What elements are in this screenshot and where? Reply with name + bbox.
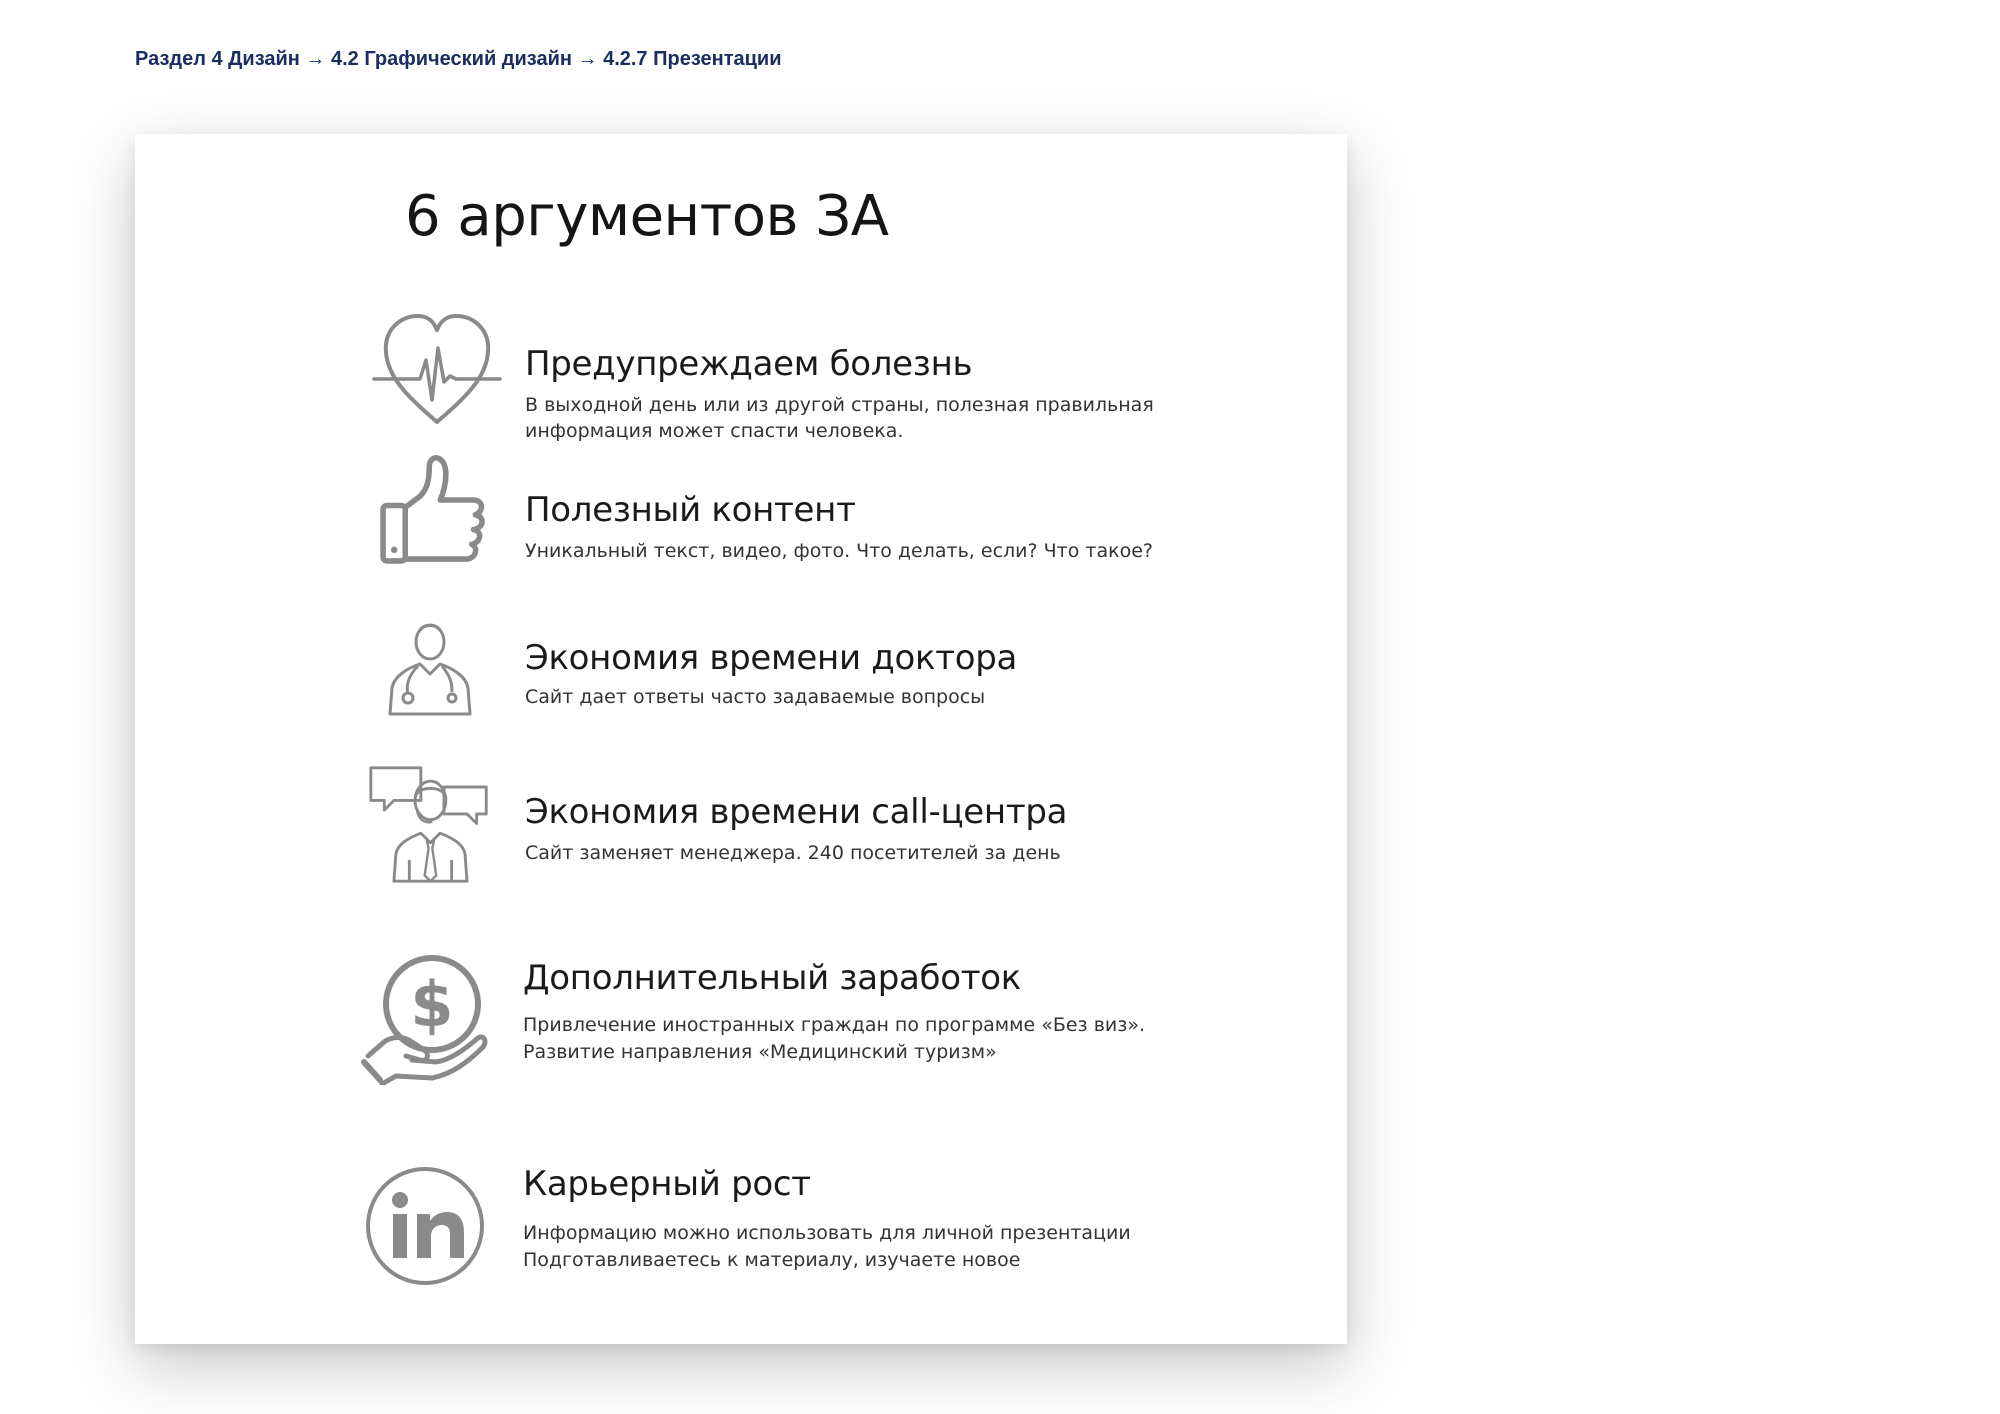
presentation-slide: [135, 134, 1347, 1344]
slide-title: 6 аргументов ЗА: [405, 184, 889, 249]
heart-pulse-icon: [372, 304, 502, 434]
item-text-line-2: Подготавливаетесь к материалу, изучаете новое: [523, 1249, 1021, 1271]
item-heading: Экономия времени call-центра: [525, 792, 1068, 832]
item-text-line-1: В выходной день или из другой страны, полезная правильная: [525, 394, 1154, 416]
linkedin-icon: [363, 1164, 487, 1288]
thumbs-up-icon: [372, 452, 492, 572]
item-text-line-1: Сайт заменяет менеджера. 240 посетителей за день: [525, 842, 1061, 864]
item-text-line-1: Информацию можно использовать для личной презентации: [523, 1222, 1131, 1244]
hand-dollar-icon: [360, 950, 495, 1085]
item-heading: Полезный контент: [525, 490, 856, 530]
call-center-operator-icon: [367, 762, 492, 887]
item-text-line-1: Привлечение иностранных граждан по программе «Без виз».: [523, 1014, 1146, 1036]
item-text-line-2: Развитие направления «Медицинский туризм»: [523, 1041, 997, 1063]
svg-text:$: $: [410, 968, 454, 1041]
item-heading: Предупреждаем болезнь: [525, 344, 973, 384]
item-heading: Карьерный рост: [523, 1164, 811, 1204]
breadcrumb[interactable]: Раздел 4 Дизайн → 4.2 Графический дизайн → 4.2.7 Презентации: [135, 48, 782, 70]
item-text-line-1: Сайт дает ответы часто задаваемые вопросы: [525, 686, 986, 708]
item-text-line-1: Уникальный текст, видео, фото. Что делать, если? Что такое?: [525, 540, 1153, 562]
item-heading: Дополнительный заработок: [523, 958, 1021, 998]
item-heading: Экономия времени доктора: [525, 638, 1018, 678]
doctor-icon: [380, 616, 480, 716]
item-text-line-2: информация может спасти человека.: [525, 420, 904, 442]
